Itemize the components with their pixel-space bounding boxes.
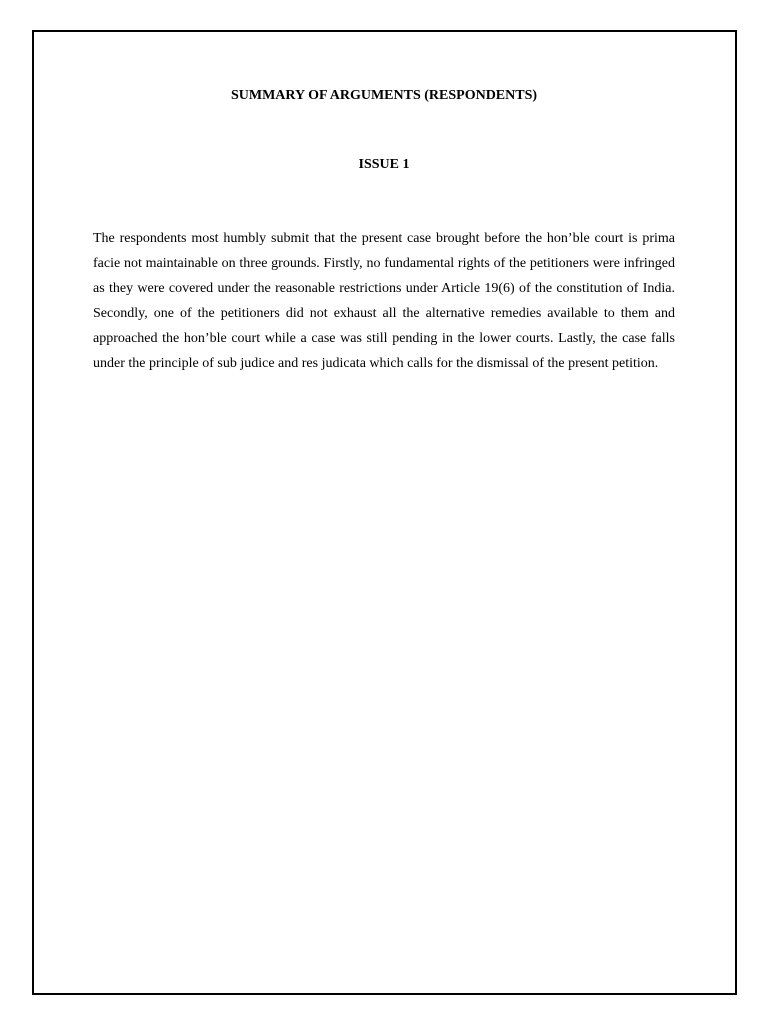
document-title: SUMMARY OF ARGUMENTS (RESPONDENTS)	[230, 88, 538, 103]
argument-paragraph: The respondents most humbly submit that the present case brought before the hon’ble court is prima facie not maintainable on three grounds. Firstly, no fundamental rights of the petitioners were infringed as they were covered under the reasonable restrictions under Article 19(6) of the constitution of India. Secondly, one of the petitioners did not exhaust all the alternative remedies available to them and approached the hon’ble court while a case was still pending in the lower courts. Lastly, the case falls under the principle of sub judice and res judicata which calls for the dismissal of the present petition.	[93, 231, 675, 371]
page-border	[32, 30, 737, 995]
issue-heading: ISSUE 1	[358, 157, 410, 172]
